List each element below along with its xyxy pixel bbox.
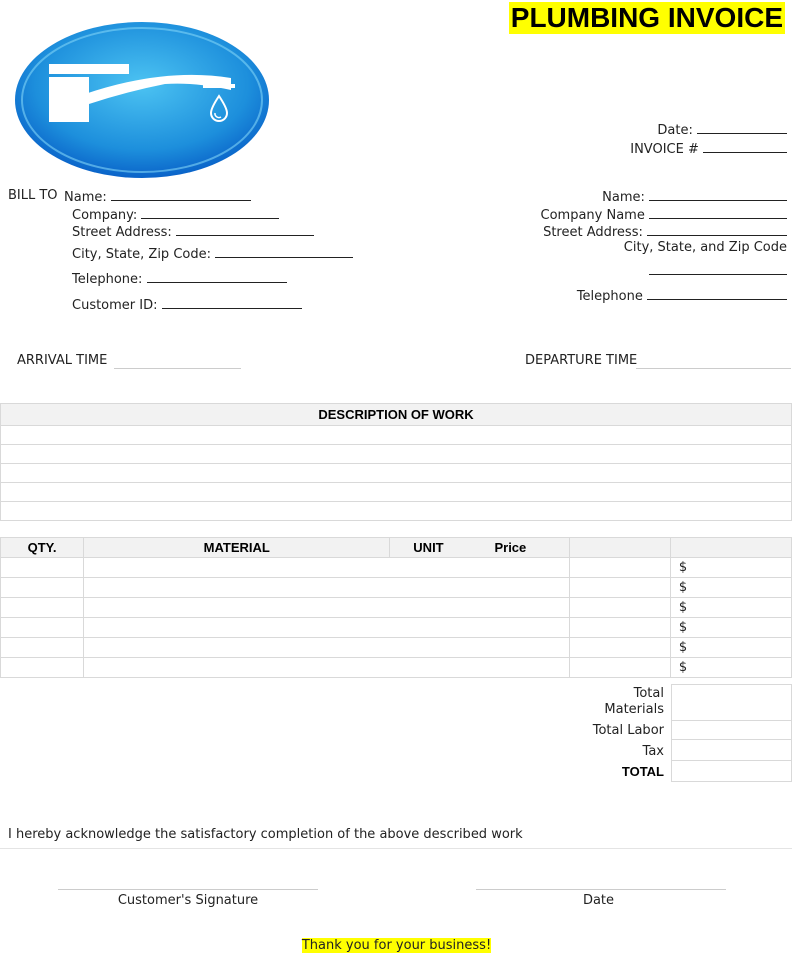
bill-to-street-field[interactable] <box>72 223 314 241</box>
customer-signature-label: Customer's Signature <box>117 893 259 908</box>
unit-header: UNIT <box>413 540 444 555</box>
bill-to-telephone-line[interactable] <box>147 270 287 283</box>
materials-table <box>0 537 792 678</box>
price-header: Price <box>494 540 527 555</box>
material-cell[interactable] <box>84 638 570 658</box>
invoice-title: PLUMBING INVOICE <box>510 2 783 33</box>
company-contact-name-label: Name: <box>602 190 645 205</box>
qty-cell[interactable] <box>1 598 84 618</box>
company-name-label: Company Name <box>540 208 645 223</box>
tax-value[interactable] <box>671 740 792 761</box>
price-spacer-header <box>569 538 670 558</box>
bill-to-name-label: Name: <box>64 190 107 205</box>
description-of-work-header: DESCRIPTION OF WORK <box>1 404 792 426</box>
total-materials-label <box>604 686 664 718</box>
invoice-number-input-line[interactable] <box>703 140 787 153</box>
arrival-time-field[interactable] <box>114 354 241 369</box>
signature-date-label: Date <box>582 893 615 908</box>
amount-cell[interactable]: $ <box>670 638 791 658</box>
company-telephone-label: Telephone <box>576 289 643 304</box>
company-city-label: City, State, and Zip Code <box>623 240 787 255</box>
bill-to-company-field[interactable] <box>72 206 279 224</box>
qty-cell[interactable] <box>1 618 84 638</box>
material-cell[interactable] <box>84 598 570 618</box>
price-cell[interactable] <box>569 558 670 578</box>
bill-to-company-label: Company: <box>72 208 138 223</box>
total-materials-label-line2: Materials <box>604 702 664 717</box>
company-contact-name-line[interactable] <box>649 188 787 201</box>
departure-time-label: DEPARTURE TIME <box>525 353 638 368</box>
tax-label: Tax <box>642 744 664 759</box>
faucet-logo-icon <box>15 22 270 179</box>
price-cell[interactable] <box>569 598 670 618</box>
material-cell[interactable] <box>84 658 570 678</box>
bill-to-city-label: City, State, Zip Code: <box>72 247 211 262</box>
bill-to-name-line[interactable] <box>111 188 251 201</box>
qty-cell[interactable] <box>1 578 84 598</box>
acknowledgement-text: I hereby acknowledge the satisfactory completion of the above described work <box>8 827 523 842</box>
price-cell[interactable] <box>569 618 670 638</box>
thank-you-message: Thank you for your business! <box>301 938 492 953</box>
bill-to-city-field[interactable] <box>72 245 353 263</box>
arrival-time-label: ARRIVAL TIME <box>17 353 108 368</box>
company-street-label: Street Address: <box>543 225 643 240</box>
amount-cell[interactable]: $ <box>670 618 791 638</box>
grand-total-label: TOTAL <box>621 764 664 779</box>
departure-time-field[interactable] <box>636 354 791 369</box>
amount-cell[interactable]: $ <box>670 658 791 678</box>
qty-cell[interactable] <box>1 658 84 678</box>
bill-to-name-field[interactable] <box>64 188 251 206</box>
bill-to-street-line[interactable] <box>176 223 314 236</box>
bill-to-telephone-label: Telephone: <box>72 272 143 287</box>
invoice-number-label: INVOICE # <box>630 142 699 157</box>
grand-total-value[interactable] <box>671 761 792 782</box>
date-input-line[interactable] <box>697 121 787 134</box>
bill-to-city-line[interactable] <box>215 245 353 258</box>
customer-signature-line[interactable] <box>58 889 318 890</box>
qty-header: QTY. <box>1 538 84 558</box>
material-cell[interactable] <box>84 558 570 578</box>
company-city-line[interactable] <box>649 262 787 275</box>
bill-to-customer-id-field[interactable] <box>72 296 302 314</box>
description-of-work-table <box>0 403 792 521</box>
work-row[interactable] <box>1 502 792 521</box>
work-row[interactable] <box>1 483 792 502</box>
company-company-field[interactable] <box>541 206 787 224</box>
price-cell[interactable] <box>569 578 670 598</box>
signature-date-line[interactable] <box>476 889 726 890</box>
date-field[interactable] <box>657 121 787 139</box>
company-telephone-line[interactable] <box>647 287 787 300</box>
bill-to-heading: BILL TO <box>8 188 58 203</box>
total-labor-value[interactable] <box>671 719 792 740</box>
material-header: MATERIAL <box>84 538 390 558</box>
company-name-field[interactable] <box>602 188 787 206</box>
company-telephone-field[interactable] <box>577 287 787 305</box>
amount-cell[interactable]: $ <box>670 598 791 618</box>
bill-to-street-label: Street Address: <box>72 225 172 240</box>
company-street-line[interactable] <box>647 223 787 236</box>
total-materials-value[interactable] <box>671 684 792 721</box>
total-labor-label: Total Labor <box>592 723 664 738</box>
bill-to-telephone-field[interactable] <box>72 270 287 288</box>
company-name-line[interactable] <box>649 206 787 219</box>
invoice-number-field[interactable] <box>630 140 787 158</box>
qty-cell[interactable] <box>1 638 84 658</box>
bill-to-customer-id-line[interactable] <box>162 296 302 309</box>
unit-price-header <box>390 538 569 558</box>
total-materials-label-line1: Total <box>633 686 664 701</box>
amount-header <box>670 538 791 558</box>
amount-cell[interactable]: $ <box>670 558 791 578</box>
price-cell[interactable] <box>569 658 670 678</box>
amount-cell[interactable]: $ <box>670 578 791 598</box>
material-cell[interactable] <box>84 578 570 598</box>
company-street-field[interactable] <box>543 223 787 241</box>
bill-to-customer-id-label: Customer ID: <box>72 298 158 313</box>
material-cell[interactable] <box>84 618 570 638</box>
bill-to-company-line[interactable] <box>141 206 279 219</box>
price-cell[interactable] <box>569 638 670 658</box>
work-row[interactable] <box>1 426 792 445</box>
qty-cell[interactable] <box>1 558 84 578</box>
acknowledgement-divider <box>0 848 792 849</box>
work-row[interactable] <box>1 464 792 483</box>
date-label: Date: <box>657 123 693 138</box>
work-row[interactable] <box>1 445 792 464</box>
